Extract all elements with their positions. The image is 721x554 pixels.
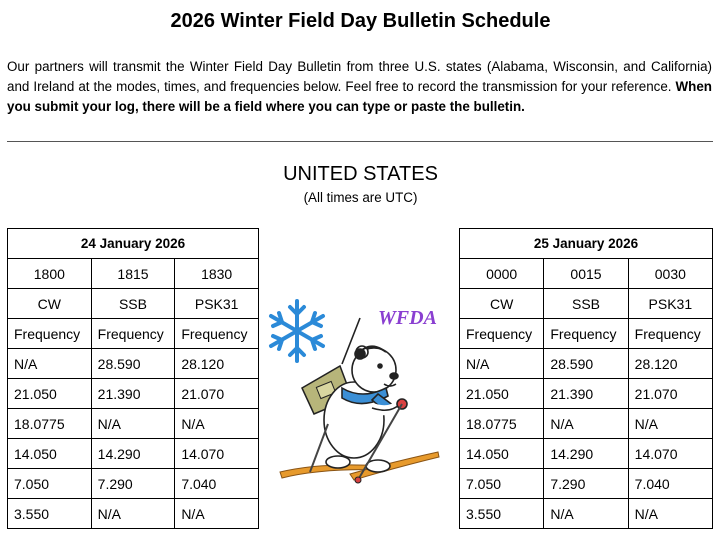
time-cell: 0030 <box>628 259 712 289</box>
table-row <box>460 499 713 529</box>
frequency-cell: 7.040 <box>175 469 259 499</box>
table-row <box>460 349 713 379</box>
frequency-cell: 28.590 <box>91 349 175 379</box>
frequency-cell: 14.050 <box>460 439 544 469</box>
mode-cell: PSK31 <box>175 289 259 319</box>
mascot-illustration <box>262 296 456 492</box>
intro-bold-note: When you submit your log, there will be a field where you can type or paste the bulletin. <box>7 79 712 114</box>
frequency-cell: 14.290 <box>91 439 175 469</box>
table-date: 25 January 2026 <box>460 229 713 259</box>
mode-cell: CW <box>460 289 544 319</box>
frequency-cell: 7.040 <box>628 469 712 499</box>
wfda-logo: WFDA <box>378 307 437 329</box>
frequency-cell: 18.0775 <box>460 409 544 439</box>
frequency-cell: N/A <box>91 409 175 439</box>
frequency-cell: 3.550 <box>8 499 92 529</box>
frequency-cell: 28.120 <box>175 349 259 379</box>
table-row <box>8 229 259 259</box>
time-cell: 0015 <box>544 259 628 289</box>
frequency-cell: 14.050 <box>8 439 92 469</box>
frequency-header: Frequency <box>460 319 544 349</box>
snowflake-icon <box>271 301 323 361</box>
table-row <box>460 259 713 289</box>
table-row <box>8 349 259 379</box>
frequency-cell: 14.290 <box>544 439 628 469</box>
time-cell: 1800 <box>8 259 92 289</box>
intro-paragraph <box>7 57 712 117</box>
table-row <box>460 229 713 259</box>
section-heading: UNITED STATES <box>283 163 438 185</box>
table-row <box>8 439 259 469</box>
table-date: 24 January 2026 <box>8 229 259 259</box>
time-cell: 1815 <box>91 259 175 289</box>
frequency-cell: 28.590 <box>544 349 628 379</box>
mode-cell: SSB <box>91 289 175 319</box>
schedule-table-jan-24 <box>7 228 259 529</box>
table-row <box>460 289 713 319</box>
frequency-header: Frequency <box>628 319 712 349</box>
frequency-cell: N/A <box>628 499 712 529</box>
frequency-header: Frequency <box>175 319 259 349</box>
frequency-cell: 21.390 <box>544 379 628 409</box>
frequency-cell: N/A <box>8 349 92 379</box>
table-row <box>8 469 259 499</box>
frequency-cell: N/A <box>460 349 544 379</box>
frequency-header: Frequency <box>91 319 175 349</box>
table-row <box>8 319 259 349</box>
frequency-cell: 14.070 <box>628 439 712 469</box>
table-row <box>8 379 259 409</box>
table-row <box>460 409 713 439</box>
frequency-cell: 21.070 <box>628 379 712 409</box>
frequency-header: Frequency <box>544 319 628 349</box>
table-row <box>8 499 259 529</box>
frequency-cell: 21.050 <box>8 379 92 409</box>
mode-cell: CW <box>8 289 92 319</box>
frequency-cell: 18.0775 <box>8 409 92 439</box>
frequency-cell: 7.290 <box>544 469 628 499</box>
frequency-cell: 21.070 <box>175 379 259 409</box>
frequency-cell: 21.390 <box>91 379 175 409</box>
table-row <box>8 409 259 439</box>
frequency-cell: 28.120 <box>628 349 712 379</box>
frequency-cell: N/A <box>175 499 259 529</box>
frequency-cell: N/A <box>91 499 175 529</box>
table-row <box>460 379 713 409</box>
time-cell: 1830 <box>175 259 259 289</box>
section-subheading: (All times are UTC) <box>303 190 418 205</box>
frequency-cell: N/A <box>175 409 259 439</box>
table-row <box>460 469 713 499</box>
polar-bear-skier-icon <box>324 346 407 472</box>
frequency-cell: N/A <box>628 409 712 439</box>
frequency-cell: 21.050 <box>460 379 544 409</box>
frequency-cell: 7.290 <box>91 469 175 499</box>
time-cell: 0000 <box>460 259 544 289</box>
table-row <box>460 439 713 469</box>
schedule-table-jan-25 <box>459 228 713 529</box>
table-row <box>8 289 259 319</box>
frequency-cell: 7.050 <box>8 469 92 499</box>
frequency-cell: N/A <box>544 499 628 529</box>
frequency-cell: 3.550 <box>460 499 544 529</box>
table-row <box>460 319 713 349</box>
mode-cell: SSB <box>544 289 628 319</box>
mode-cell: PSK31 <box>628 289 712 319</box>
frequency-cell: 14.070 <box>175 439 259 469</box>
frequency-cell: N/A <box>544 409 628 439</box>
intro-text: Our partners will transmit the Winter Field Day Bulletin from three U.S. states (Alabama, Wisconsin, and California) and Ireland at the modes, times, and frequencies below. Feel free to record the transmission for your reference. <box>7 59 712 94</box>
table-row <box>8 259 259 289</box>
page-title: 2026 Winter Field Day Bulletin Schedule <box>170 10 551 32</box>
frequency-header: Frequency <box>8 319 92 349</box>
frequency-cell: 7.050 <box>460 469 544 499</box>
divider <box>7 141 713 142</box>
